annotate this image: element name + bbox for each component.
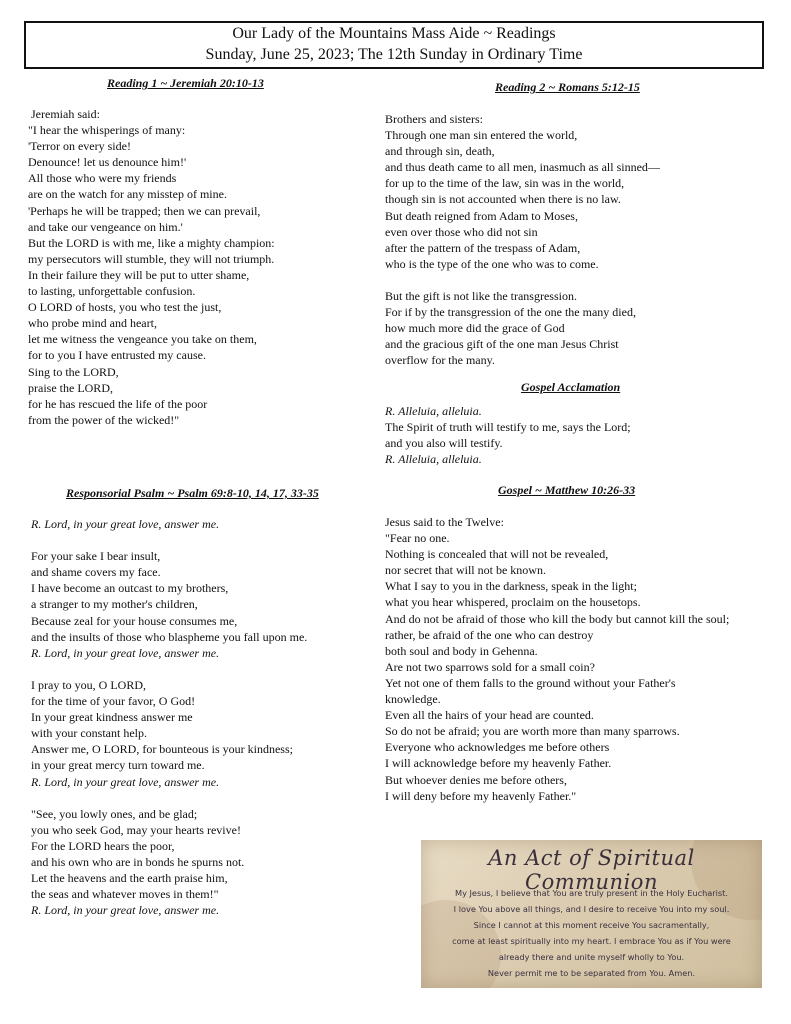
text-line: Brothers and sisters: [385, 112, 483, 126]
text-line: who probe mind and heart, [28, 316, 157, 331]
card-title: An Act of Spiritual Communion [488, 846, 695, 894]
text-line: Nothing is concealed that will not be revealed, [385, 547, 609, 562]
text-line: In your great kindness answer me [31, 710, 193, 725]
text-line: for he has rescued the life of the poor [28, 396, 208, 411]
text-line: overflow for the many. [385, 353, 495, 368]
card-line: My Jesus, I believe that You are truly present in the Holy Eucharist. [455, 888, 728, 898]
text-line: I will deny before my heavenly Father." [385, 788, 577, 803]
text-line: All those who were my friends [28, 171, 177, 186]
text-line: for the time of your favor, O God! [31, 694, 196, 709]
text-line: and you also will testify. [385, 436, 503, 451]
header-title: Our Lady of the Mountains Mass Aide ~ Readings [232, 25, 556, 42]
gospel-heading: Gospel ~ Matthew 10:26-33 [498, 483, 636, 497]
text-line: and shame covers my face. [31, 565, 161, 580]
text-line: and the insults of those who blaspheme you fall upon me. [31, 629, 308, 644]
card-line: I love You above all things, and I desire to receive You into my soul. [453, 904, 730, 914]
spacer [31, 790, 307, 806]
text-line: 'Perhaps he will be trapped; then we can prevail, [28, 203, 261, 218]
text-line: So do not be afraid; you are worth more than many sparrows. [385, 724, 680, 739]
text-line: Jesus said to the Twelve: [385, 515, 504, 529]
text-line: "Fear no one. [385, 531, 450, 546]
text-line: I pray to you, O LORD, [31, 677, 146, 692]
text-line: Answer me, O LORD, for bounteous is your kindness; [31, 742, 293, 757]
card-line: Never permit me to be separated from You. Amen. [487, 968, 696, 978]
text-line: I have become an outcast to my brothers, [31, 581, 229, 596]
text-line: Denounce! let us denounce him!' [28, 155, 187, 170]
response-line: R. Lord, in your great love, answer me. [31, 645, 220, 660]
text-line: in your great mercy turn toward me. [31, 758, 205, 773]
text-line: who is the type of the one who was to come. [385, 256, 599, 271]
text-line: and his own who are in bonds he spurns not. [31, 854, 245, 869]
text-line: even over those who did not sin [385, 224, 538, 239]
text-line: rather, be afraid of the one who can destroy [385, 627, 594, 642]
text-line: Because zeal for your house consumes me, [31, 613, 238, 628]
acclamation-heading: Gospel Acclamation [521, 380, 621, 394]
text-line: Through one man sin entered the world, [385, 128, 578, 143]
text-line: my persecutors will stumble, they will not triumph. [28, 251, 275, 266]
text-line: The Spirit of truth will testify to me, says the Lord; [385, 420, 631, 435]
gospel-text [385, 514, 729, 804]
text-line: and thus death came to all men, inasmuch as all sinned— [385, 160, 660, 175]
psalm-heading: Responsorial Psalm ~ Psalm 69:8-10, 14, 17, 33-35 [66, 486, 319, 500]
card-line: already there and unite myself wholly to You. [498, 952, 685, 962]
text-line: nor secret that will not be known. [385, 563, 546, 578]
text-line: Yet not one of them falls to the ground without your Father's [385, 675, 676, 690]
text-line: "I hear the whisperings of many: [28, 123, 186, 138]
text-line: O LORD of hosts, you who test the just, [28, 300, 222, 315]
card-line: Since I cannot at this moment receive You sacramentally, [473, 920, 710, 930]
text-line: knowledge. [385, 692, 441, 707]
spacer [31, 661, 307, 677]
text-line: But death reigned from Adam to Moses, [385, 208, 578, 223]
reading1-text [28, 106, 275, 428]
response-line: R. Alleluia, alleluia. [385, 404, 482, 418]
page-header [24, 21, 764, 69]
response-line: R. Lord, in your great love, answer me. [31, 517, 220, 531]
response-line: R. Lord, in your great love, answer me. [31, 774, 220, 789]
text-line: Everyone who acknowledges me before others [385, 740, 610, 755]
text-line: from the power of the wicked!" [28, 412, 180, 427]
response-line: R. Alleluia, alleluia. [385, 452, 482, 467]
text-line: But whoever denies me before others, [385, 772, 567, 787]
reading2-text [385, 111, 660, 369]
text-line: after the pattern of the trespass of Adam, [385, 240, 581, 255]
text-line: "See, you lowly ones, and be glad; [31, 806, 198, 821]
text-line: the seas and whatever moves in them!" [31, 887, 219, 902]
spacer [385, 272, 660, 288]
text-line: and through sin, death, [385, 144, 495, 159]
header-date: Sunday, June 25, 2023; The 12th Sunday in Ordinary Time [205, 46, 583, 63]
text-line: are on the watch for any misstep of mine. [28, 187, 227, 202]
text-line: how much more did the grace of God [385, 321, 565, 336]
text-line: to lasting, unforgettable confusion. [28, 284, 196, 299]
reading1-heading: Reading 1 ~ Jeremiah 20:10-13 [107, 76, 264, 90]
text-line: 'Terror on every side! [28, 139, 131, 154]
text-line: For the LORD hears the poor, [31, 838, 175, 853]
reading2-heading: Reading 2 ~ Romans 5:12-15 [495, 80, 640, 94]
text-line: In their failure they will be put to utter shame, [28, 267, 250, 282]
text-line: Let the heavens and the earth praise him, [31, 871, 228, 886]
text-line: But the gift is not like the transgression. [385, 289, 577, 304]
text-line: But the LORD is with me, like a mighty champion: [28, 235, 275, 250]
text-line: Sing to the LORD, [28, 364, 119, 379]
text-line: let me witness the vengeance you take on them, [28, 332, 257, 347]
text-line: For your sake I bear insult, [31, 549, 161, 564]
text-line: praise the LORD, [28, 380, 113, 395]
text-line: both soul and body in Gehenna. [385, 643, 538, 658]
spiritual-communion-card [421, 840, 762, 988]
text-line: For if by the transgression of the one the many died, [385, 305, 636, 320]
text-line: for up to the time of the law, sin was in the world, [385, 176, 625, 191]
text-line: Even all the hairs of your head are counted. [385, 708, 594, 723]
text-line: and take our vengeance on him.' [28, 219, 183, 234]
text-line: you who seek God, may your hearts revive! [31, 822, 241, 837]
text-line: what you hear whispered, proclaim on the housetops. [385, 595, 641, 610]
text-line: I will acknowledge before my heavenly Father. [385, 756, 612, 771]
spacer [31, 532, 307, 548]
text-line: Jeremiah said: [28, 107, 100, 121]
text-line: for to you I have entrusted my cause. [28, 348, 206, 363]
card-line: come at least spiritually into my heart. I embrace You as if You were [452, 936, 731, 946]
text-line: with your constant help. [31, 726, 147, 741]
acclamation-text [385, 403, 631, 467]
text-line: What I say to you in the darkness, speak in the light; [385, 579, 637, 594]
text-line: though sin is not accounted when there is no law. [385, 192, 621, 207]
response-line: R. Lord, in your great love, answer me. [31, 903, 220, 918]
text-line: Are not two sparrows sold for a small coin? [385, 659, 595, 674]
psalm-text [31, 516, 307, 918]
text-line: And do not be afraid of those who kill the body but cannot kill the soul; [385, 611, 730, 626]
text-line: a stranger to my mother's children, [31, 597, 198, 612]
text-line: and the gracious gift of the one man Jesus Christ [385, 337, 619, 352]
